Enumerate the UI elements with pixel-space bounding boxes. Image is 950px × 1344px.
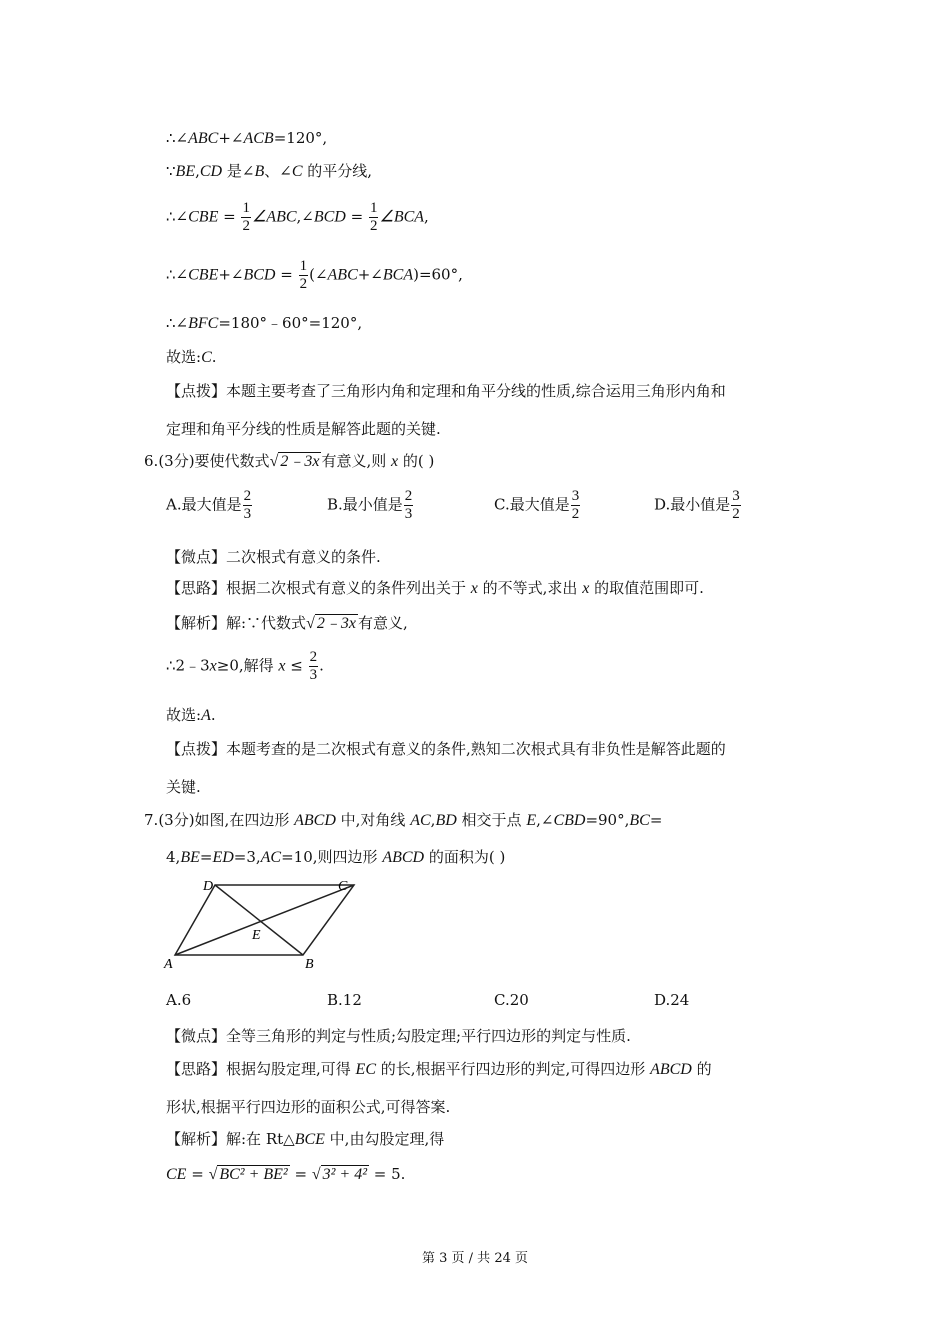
question-7-stem-2: 4,BE=ED=3,AC=10,则四边形 ABCD 的面积为( ) [166, 848, 506, 866]
page-footer: 第 3 页 / 共 24 页 [422, 1251, 528, 1266]
label-d: D [203, 879, 214, 894]
diagonal-ac [175, 885, 354, 955]
math-line: ∴2﹣3x≥0,解得 x ≤ $\frac{2}{3}$ . [166, 649, 324, 683]
label-e: E [252, 928, 261, 943]
label-b: B [305, 957, 314, 972]
dianbo: 【点拨】本题考查的是二次根式有意义的条件,熟知二次根式具有非负性是解答此题的 [166, 740, 726, 758]
math-line: CE = √ BC² + BE² = √ 3² + 4² = 5. [166, 1165, 406, 1183]
math-line: ∴∠CBE+∠BCD = $\frac{1}{2}$ (∠ABC+∠BCA)=60°, [166, 258, 463, 292]
option-d: D.24 [654, 991, 690, 1009]
dianbo: 关键. [166, 778, 201, 796]
text-line: ∵BE,CD 是∠B、∠C 的平分线, [166, 162, 373, 180]
parallelogram-figure [160, 872, 360, 972]
sqrt: √ 3² + 4² [311, 1166, 368, 1183]
option-b: B.12 [327, 991, 362, 1009]
text-line: 【点拨】本题主要考查了三角形内角和定理和角平分线的性质,综合运用三角形内角和 [166, 382, 726, 400]
weidian: 【微点】全等三角形的判定与性质;勾股定理;平行四边形的判定与性质. [166, 1027, 631, 1045]
fraction: $\frac{1}{2}$ [369, 200, 378, 234]
answer: 故选:A. [166, 706, 216, 724]
option-d: D.最小值是 $\frac{3}{2}$ [654, 488, 740, 522]
silu: 【思路】根据勾股定理,可得 EC 的长,根据平行四边形的判定,可得四边形 ABCD 的 [166, 1060, 712, 1078]
option-c: C.20 [494, 991, 529, 1009]
silu: 【思路】根据二次根式有意义的条件列出关于 x 的不等式,求出 x 的取值范围即可. [166, 579, 704, 597]
text-line: 故选:C. [166, 348, 217, 366]
option-b: B.最小值是 $\frac{2}{3}$ [327, 488, 413, 522]
silu: 形状,根据平行四边形的面积公式,可得答案. [166, 1098, 451, 1116]
fraction: $\frac{1}{2}$ [299, 258, 308, 292]
fraction: $\frac{1}{2}$ [242, 200, 250, 234]
option-a: A.最大值是 $\frac{2}{3}$ [166, 488, 252, 522]
text-line: 定理和角平分线的性质是解答此题的关键. [166, 420, 441, 438]
text-line: ∴∠BFC=180°﹣60°=120°, [166, 314, 363, 332]
question-6-stem: 6.(3分)要使代数式√ 2﹣3x 有意义,则 x 的( ) [144, 452, 435, 470]
diagonal-bd [215, 885, 303, 955]
text-line: ∴∠ABC+∠ACB=120°, [166, 129, 328, 147]
label-a: A [164, 957, 173, 972]
label-c: C [338, 879, 348, 894]
question-7-stem: 7.(3分)如图,在四边形 ABCD 中,对角线 AC,BD 相交于点 E,∠CBD=90°,BC= [144, 811, 663, 829]
weidian: 【微点】二次根式有意义的条件. [166, 548, 381, 566]
option-a: A.6 [166, 991, 192, 1009]
sqrt: √ BC² + BE² [208, 1166, 288, 1183]
sqrt: √ 2﹣3x [269, 453, 320, 470]
option-c: C.最大值是 $\frac{3}{2}$ [494, 488, 580, 522]
jiexi: 【解析】解:在 Rt△BCE 中,由勾股定理,得 [166, 1130, 445, 1148]
jiexi: 【解析】解:∵代数式√ 2﹣3x 有意义, [166, 614, 408, 632]
sqrt: √ 2﹣3x [306, 615, 356, 632]
math-line: ∴∠CBE = $\frac{1}{2}$ ∠ABC,∠BCD = $\frac{1}{2}$ ∠BCA, [166, 200, 429, 234]
